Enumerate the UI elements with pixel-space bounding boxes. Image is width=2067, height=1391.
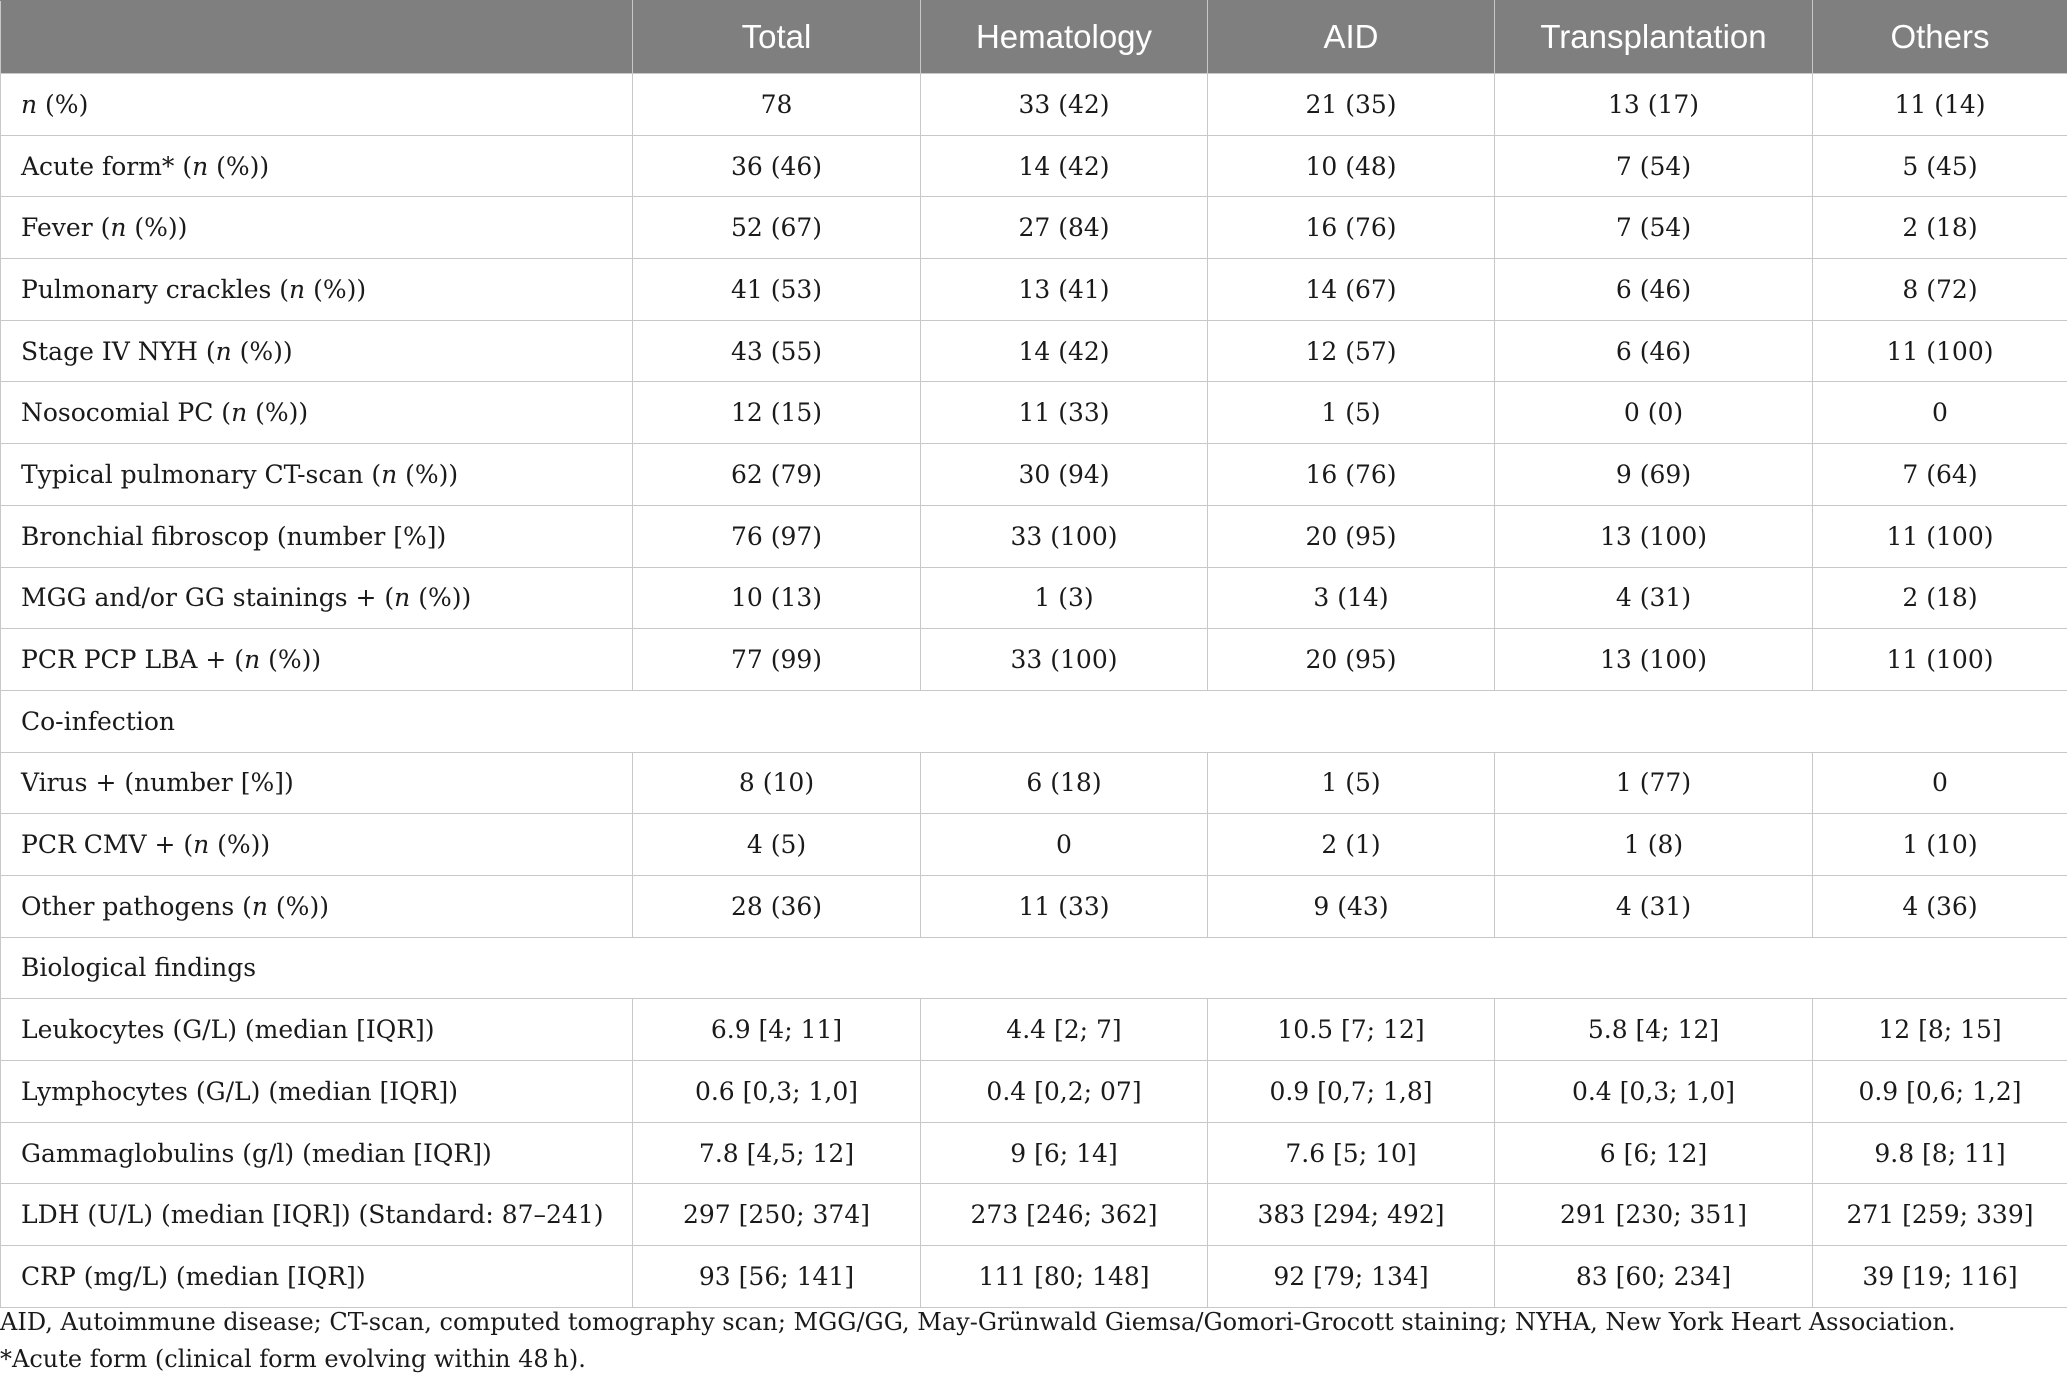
row-label-suffix: (%)) [260, 645, 322, 675]
table-footnote: AID, Autoimmune disease; CT-scan, computed tomography scan; MGG/GG, May-Grünwald Giemsa/Gomori-Grocott staining; NYHA, New York Heart Association. *Acute form (clinical form evolving within 48 h). [0, 1308, 1956, 1373]
table-cell: 12 (15) [633, 382, 921, 444]
table-cell: 11 (14) [1813, 74, 2067, 136]
table-row [1, 135, 2067, 197]
row-label [1, 1184, 633, 1246]
table-cell: 297 [250; 374] [633, 1184, 921, 1246]
table-header [1, 1, 2067, 74]
table-row [1, 74, 2067, 136]
row-label-suffix: (%)) [410, 583, 472, 613]
table-row [1, 1061, 2067, 1123]
table-row [1, 1246, 2067, 1308]
table-row [1, 814, 2067, 876]
row-label-text: Lymphocytes (G/L) (median [IQR]) [21, 1076, 458, 1106]
table-cell: 6 [6; 12] [1495, 1122, 1813, 1184]
header-cell-others: Others [1813, 1, 2067, 74]
table-cell: 16 (76) [1208, 197, 1495, 259]
table-cell: 9 (69) [1495, 444, 1813, 506]
header-cell-label [1, 1, 633, 74]
header-cell-aid: AID [1208, 1, 1495, 74]
table-cell: 13 (17) [1495, 74, 1813, 136]
row-label-text: Leukocytes (G/L) (median [IQR]) [21, 1015, 435, 1045]
row-label-suffix: (%)) [305, 274, 367, 304]
table-cell: 16 (76) [1208, 444, 1495, 506]
header-cell-hematology: Hematology [921, 1, 1208, 74]
row-label [1, 320, 633, 382]
row-label [1, 629, 633, 691]
table-cell: 0.9 [0,7; 1,8] [1208, 1061, 1495, 1123]
table-row [1, 999, 2067, 1061]
table-row [1, 197, 2067, 259]
row-label-suffix: (%)) [126, 213, 188, 243]
table-cell: 1 (8) [1495, 814, 1813, 876]
table-row [1, 1122, 2067, 1184]
row-label [1, 1061, 633, 1123]
row-label [1, 259, 633, 321]
section-row [1, 937, 2067, 999]
table-cell: 14 (42) [921, 320, 1208, 382]
row-label [1, 135, 633, 197]
table-body [1, 74, 2067, 1308]
row-label-italic: n [193, 830, 210, 860]
row-label [1, 752, 633, 814]
row-label-suffix: (%) [37, 89, 89, 119]
row-label [1, 1122, 633, 1184]
table-cell: 28 (36) [633, 875, 921, 937]
row-label-text: Stage IV NYH ( [21, 336, 216, 366]
table-cell: 33 (100) [921, 505, 1208, 567]
row-label-suffix: (%)) [231, 336, 293, 366]
row-label [1, 875, 633, 937]
row-label [1, 74, 633, 136]
table-cell: 111 [80; 148] [921, 1246, 1208, 1308]
table-cell: 291 [230; 351] [1495, 1184, 1813, 1246]
table-cell: 1 (5) [1208, 382, 1495, 444]
row-label-suffix: (%)) [209, 830, 271, 860]
table-row [1, 320, 2067, 382]
row-label-italic: n [244, 645, 261, 675]
table-cell: 7 (64) [1813, 444, 2067, 506]
table-cell: 5.8 [4; 12] [1495, 999, 1813, 1061]
table-row [1, 505, 2067, 567]
row-label-text: LDH (U/L) (median [IQR]) (Standard: 87–241) [21, 1200, 604, 1230]
header-cell-transplantation: Transplantation [1495, 1, 1813, 74]
section-label: Biological findings [1, 937, 2067, 999]
table-cell: 6 (46) [1495, 320, 1813, 382]
table-cell: 76 (97) [633, 505, 921, 567]
table-row [1, 875, 2067, 937]
table-cell: 2 (1) [1208, 814, 1495, 876]
table-cell: 83 [60; 234] [1495, 1246, 1813, 1308]
row-label-suffix: (%)) [267, 891, 329, 921]
table-cell: 93 [56; 141] [633, 1246, 921, 1308]
row-label-text: Pulmonary crackles ( [21, 274, 290, 304]
row-label-suffix: (%)) [247, 398, 309, 428]
row-label [1, 1246, 633, 1308]
table-cell: 13 (41) [921, 259, 1208, 321]
row-label-text: Gammaglobulins (g/l) (median [IQR]) [21, 1138, 492, 1168]
table-cell: 7.8 [4,5; 12] [633, 1122, 921, 1184]
row-label-italic: n [251, 891, 268, 921]
row-label-text: CRP (mg/L) (median [IQR]) [21, 1261, 366, 1291]
table-row [1, 629, 2067, 691]
table-cell: 9 [6; 14] [921, 1122, 1208, 1184]
table-cell: 271 [259; 339] [1813, 1184, 2067, 1246]
table-cell: 13 (100) [1495, 505, 1813, 567]
table-cell: 1 (3) [921, 567, 1208, 629]
row-label [1, 814, 633, 876]
row-label-text: Typical pulmonary CT-scan ( [21, 459, 382, 489]
table-cell: 2 (18) [1813, 197, 2067, 259]
row-label-italic: n [394, 583, 411, 613]
table-cell: 6 (18) [921, 752, 1208, 814]
table-cell: 1 (77) [1495, 752, 1813, 814]
table-cell: 5 (45) [1813, 135, 2067, 197]
table-cell: 0.9 [0,6; 1,2] [1813, 1061, 2067, 1123]
table-cell: 0.4 [0,3; 1,0] [1495, 1061, 1813, 1123]
table-cell: 10.5 [7; 12] [1208, 999, 1495, 1061]
row-label [1, 197, 633, 259]
row-label-text: MGG and/or GG stainings + ( [21, 583, 395, 613]
header-cell-total: Total [633, 1, 921, 74]
table-cell: 27 (84) [921, 197, 1208, 259]
table-cell: 0 [921, 814, 1208, 876]
table-cell: 10 (48) [1208, 135, 1495, 197]
table-cell: 11 (100) [1813, 629, 2067, 691]
row-label-text: PCR CMV + ( [21, 830, 194, 860]
row-label-italic: n [231, 398, 248, 428]
table-cell: 8 (10) [633, 752, 921, 814]
table-cell: 3 (14) [1208, 567, 1495, 629]
table-cell: 0 [1813, 382, 2067, 444]
table-cell: 41 (53) [633, 259, 921, 321]
table-row [1, 259, 2067, 321]
row-label-text: Bronchial fibroscop (number [%]) [21, 521, 447, 551]
table-cell: 36 (46) [633, 135, 921, 197]
table-cell: 10 (13) [633, 567, 921, 629]
table-cell: 0.6 [0,3; 1,0] [633, 1061, 921, 1123]
table-cell: 1 (10) [1813, 814, 2067, 876]
table-cell: 77 (99) [633, 629, 921, 691]
table-cell: 39 [19; 116] [1813, 1246, 2067, 1308]
table-cell: 11 (33) [921, 382, 1208, 444]
section-row [1, 690, 2067, 752]
row-label-suffix: (%)) [397, 459, 459, 489]
table-cell: 20 (95) [1208, 505, 1495, 567]
table-cell: 4 (5) [633, 814, 921, 876]
table-cell: 78 [633, 74, 921, 136]
table-cell: 12 (57) [1208, 320, 1495, 382]
table-cell: 11 (33) [921, 875, 1208, 937]
table-cell: 4 (36) [1813, 875, 2067, 937]
row-label-italic: n [192, 151, 209, 181]
table-cell: 21 (35) [1208, 74, 1495, 136]
table-cell: 12 [8; 15] [1813, 999, 2067, 1061]
row-label-text: Nosocomial PC ( [21, 398, 232, 428]
table-cell: 7.6 [5; 10] [1208, 1122, 1495, 1184]
row-label-italic: n [289, 274, 306, 304]
table-cell: 4 (31) [1495, 567, 1813, 629]
table-cell: 11 (100) [1813, 505, 2067, 567]
table-cell: 2 (18) [1813, 567, 2067, 629]
table-cell: 43 (55) [633, 320, 921, 382]
row-label-text: PCR PCP LBA + ( [21, 645, 245, 675]
table-row [1, 382, 2067, 444]
table-cell: 8 (72) [1813, 259, 2067, 321]
table-cell: 33 (42) [921, 74, 1208, 136]
row-label [1, 444, 633, 506]
row-label-text: Other pathogens ( [21, 891, 252, 921]
row-label-suffix: (%)) [208, 151, 270, 181]
table-cell: 14 (67) [1208, 259, 1495, 321]
table-cell: 13 (100) [1495, 629, 1813, 691]
row-label [1, 567, 633, 629]
table-cell: 273 [246; 362] [921, 1184, 1208, 1246]
table-cell: 6.9 [4; 11] [633, 999, 921, 1061]
table-cell: 0.4 [0,2; 07] [921, 1061, 1208, 1123]
table-cell: 0 (0) [1495, 382, 1813, 444]
table-row [1, 752, 2067, 814]
table-cell: 7 (54) [1495, 135, 1813, 197]
table-cell: 92 [79; 134] [1208, 1246, 1495, 1308]
table-cell: 62 (79) [633, 444, 921, 506]
table-cell: 4 (31) [1495, 875, 1813, 937]
table-cell: 383 [294; 492] [1208, 1184, 1495, 1246]
table-cell: 9 (43) [1208, 875, 1495, 937]
row-label-italic: n [215, 336, 232, 366]
table-cell: 4.4 [2; 7] [921, 999, 1208, 1061]
table-cell: 33 (100) [921, 629, 1208, 691]
row-label [1, 505, 633, 567]
section-label: Co-infection [1, 690, 2067, 752]
table-cell: 0 [1813, 752, 2067, 814]
table-cell: 11 (100) [1813, 320, 2067, 382]
table-cell: 52 (67) [633, 197, 921, 259]
row-label-text: Virus + (number [%]) [21, 768, 294, 798]
table-cell: 20 (95) [1208, 629, 1495, 691]
row-label-italic: n [21, 89, 38, 119]
table-row [1, 567, 2067, 629]
table-cell: 14 (42) [921, 135, 1208, 197]
table-cell: 1 (5) [1208, 752, 1495, 814]
row-label-italic: n [110, 213, 127, 243]
table-cell: 30 (94) [921, 444, 1208, 506]
row-label [1, 382, 633, 444]
table-cell: 9.8 [8; 11] [1813, 1122, 2067, 1184]
row-label-text: Fever ( [21, 213, 111, 243]
table-row [1, 444, 2067, 506]
row-label-text: Acute form* ( [21, 151, 193, 181]
table-cell: 6 (46) [1495, 259, 1813, 321]
table-row [1, 1184, 2067, 1246]
row-label [1, 999, 633, 1061]
row-label-italic: n [381, 459, 398, 489]
table-cell: 7 (54) [1495, 197, 1813, 259]
header-row [1, 1, 2067, 74]
